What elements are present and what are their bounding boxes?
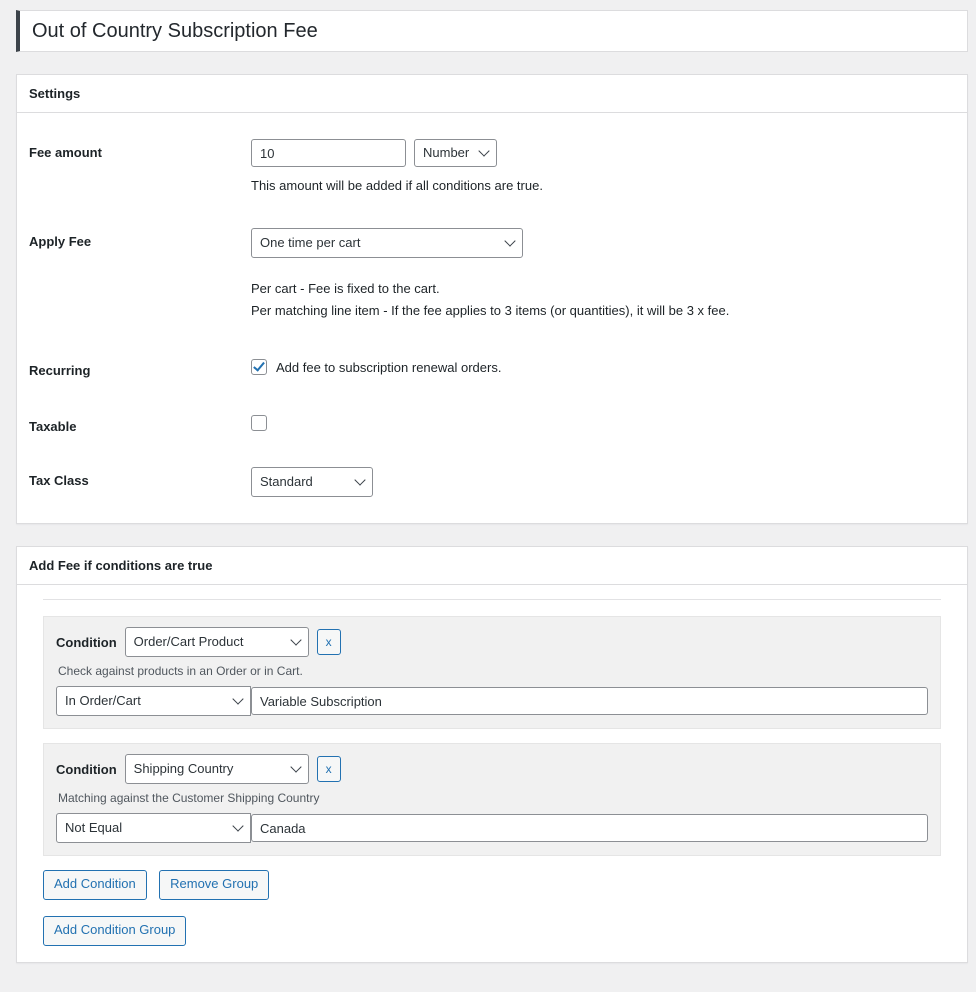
fee-amount-input[interactable] bbox=[251, 139, 406, 167]
remove-condition-button[interactable]: x bbox=[317, 756, 341, 782]
panel-actions bbox=[43, 916, 941, 946]
conditions-panel-header: Add Fee if conditions are true bbox=[17, 547, 967, 585]
tax-class-row bbox=[17, 467, 967, 497]
fee-type-select-wrap bbox=[414, 139, 497, 167]
settings-panel-header: Settings bbox=[17, 75, 967, 113]
fee-amount-field bbox=[251, 139, 955, 196]
tax-class-label: Tax Class bbox=[29, 473, 89, 489]
group-actions bbox=[43, 870, 941, 900]
condition-item bbox=[56, 627, 928, 716]
condition-label: Condition bbox=[56, 634, 117, 650]
page-title-box bbox=[16, 10, 968, 52]
remove-group-button[interactable]: Remove Group bbox=[159, 870, 269, 900]
recurring-checkbox[interactable] bbox=[251, 359, 267, 375]
condition-hint: Matching against the Customer Shipping Country bbox=[58, 791, 320, 806]
conditions-panel-body bbox=[17, 585, 967, 962]
condition-label: Condition bbox=[56, 761, 117, 777]
fee-amount-row bbox=[17, 139, 967, 196]
condition-type-select-wrap bbox=[125, 754, 309, 784]
condition-type-select[interactable] bbox=[125, 627, 309, 657]
condition-operator-select-wrap bbox=[56, 686, 251, 716]
fee-amount-label: Fee amount bbox=[29, 145, 102, 160]
taxable-field bbox=[251, 413, 955, 431]
apply-fee-desc-line-1: Per cart - Fee is fixed to the cart. bbox=[251, 281, 440, 297]
fee-type-select[interactable] bbox=[414, 139, 497, 167]
recurring-row bbox=[17, 357, 967, 378]
condition-type-select[interactable] bbox=[125, 754, 309, 784]
add-condition-button[interactable]: Add Condition bbox=[43, 870, 147, 900]
taxable-label: Taxable bbox=[29, 419, 77, 435]
remove-condition-button[interactable]: x bbox=[317, 629, 341, 655]
apply-fee-field bbox=[251, 228, 955, 321]
apply-fee-description bbox=[251, 278, 955, 321]
conditions-panel bbox=[16, 546, 968, 963]
apply-fee-desc-line-2: Per matching line item - If the fee applies to 3 items (or quantities), it will be 3 x fee. bbox=[251, 302, 730, 318]
page-title: Out of Country Subscription Fee bbox=[32, 20, 318, 42]
condition-hint: Check against products in an Order or in Cart. bbox=[58, 664, 303, 679]
condition-operator-select[interactable] bbox=[56, 813, 251, 843]
recurring-field bbox=[251, 357, 955, 375]
condition-item bbox=[56, 754, 928, 843]
apply-fee-select[interactable] bbox=[251, 228, 523, 258]
condition-value-input[interactable] bbox=[251, 814, 928, 842]
taxable-checkbox[interactable] bbox=[251, 415, 267, 431]
apply-fee-select-wrap bbox=[251, 228, 523, 258]
fee-amount-description: This amount will be added if all conditions are true. bbox=[251, 178, 543, 193]
add-condition-group-button[interactable]: Add Condition Group bbox=[43, 916, 186, 946]
recurring-label: Recurring bbox=[29, 363, 91, 379]
condition-type-select-wrap bbox=[125, 627, 309, 657]
tax-class-select-wrap bbox=[251, 467, 373, 497]
condition-value-input[interactable] bbox=[251, 687, 928, 715]
condition-groups-container bbox=[43, 599, 941, 946]
condition-group bbox=[43, 616, 941, 729]
tax-class-field bbox=[251, 467, 955, 497]
recurring-checkbox-label: Add fee to subscription renewal orders. bbox=[276, 359, 502, 375]
condition-operator-select-wrap bbox=[56, 813, 251, 843]
tax-class-select[interactable] bbox=[251, 467, 373, 497]
condition-group bbox=[43, 743, 941, 856]
settings-panel-body bbox=[17, 113, 967, 523]
condition-operator-select[interactable] bbox=[56, 686, 251, 716]
settings-panel bbox=[16, 74, 968, 524]
taxable-row bbox=[17, 413, 967, 434]
apply-fee-label: Apply Fee bbox=[29, 234, 92, 250]
apply-fee-row bbox=[17, 228, 967, 321]
